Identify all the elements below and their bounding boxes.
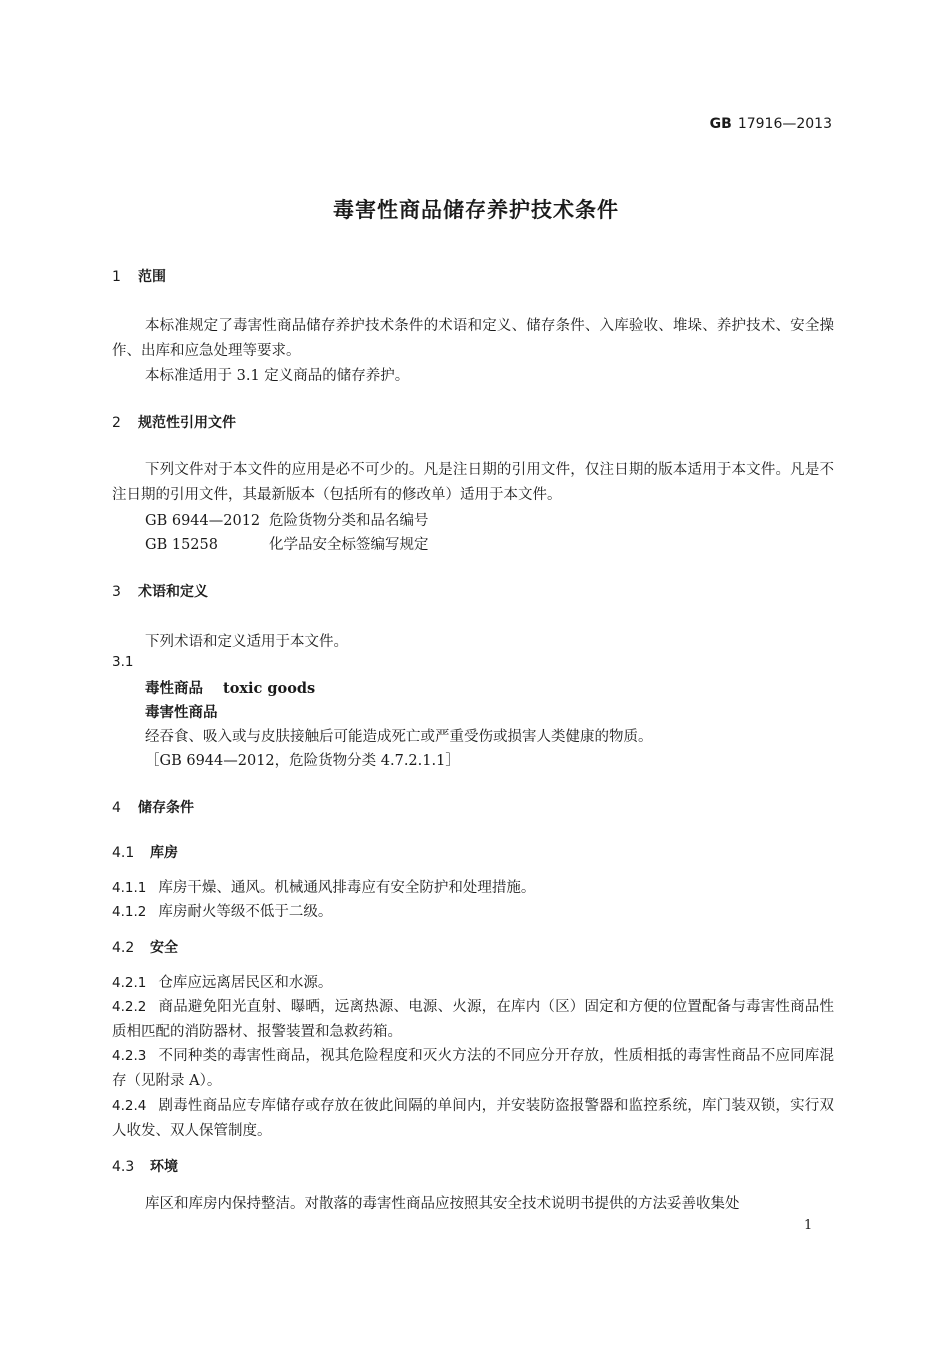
clause-number: 4.1.1: [112, 880, 147, 896]
term-source: ［GB 6944—2012，危险货物分类 4.7.2.1.1］: [145, 753, 460, 769]
subsection-number: 4.3: [112, 1159, 135, 1175]
clause-4-1-1: [112, 876, 834, 901]
subsection-number: 4.2: [112, 940, 135, 956]
reference-item: [145, 533, 429, 554]
section-1-paragraph-2: 本标准适用于 3.1 定义商品的储存养护。: [145, 368, 410, 384]
clause-text: 商品避免阳光直射、曝晒，远离热源、电源、火源，在库内（区）固定和方便的位置配备与毒害性商品性质相匹配的消防器材、报警装置和急救药箱。: [112, 999, 834, 1040]
section-number: 3: [112, 584, 121, 600]
standard-number: [710, 116, 832, 132]
reference-title: 危险货物分类和品名编号: [269, 513, 429, 529]
clause-4-2-1: [112, 971, 834, 996]
clause-text: 库房干燥、通风。机械通风排毒应有安全防护和处理措施。: [158, 880, 536, 896]
clause-4-1-2: [112, 900, 834, 925]
section-1-paragraph-1: 本标准规定了毒害性商品储存养护技术条件的术语和定义、储存条件、入库验收、堆垛、养护技术、安全操作、出库和应急处理等要求。: [112, 318, 834, 359]
section-2-paragraph-1: 下列文件对于本文件的应用是必不可少的。凡是注日期的引用文件，仅注日期的版本适用于本文件。凡是不注日期的引用文件，其最新版本（包括所有的修改单）适用于本文件。: [112, 462, 834, 503]
section-title: 规范性引用文件: [138, 415, 236, 431]
document-title: 毒害性商品储存养护技术条件: [333, 198, 619, 222]
term-definition: 经吞食、吸入或与皮肤接触后可能造成死亡或严重受伤或损害人类健康的物质。: [145, 729, 653, 745]
clause-number: 4.2.3: [112, 1048, 147, 1064]
term-number: 3.1: [112, 654, 134, 670]
clause-text: 不同种类的毒害性商品，视其危险程度和灭火方法的不同应分开存放，性质相抵的毒害性商品不应同库混存（见附录 A）。: [112, 1048, 834, 1089]
std-number: 17916—2013: [737, 116, 832, 132]
subsection-title: 库房: [150, 845, 178, 861]
section-3-paragraph-1: 下列术语和定义适用于本文件。: [145, 634, 348, 650]
subsection-4-3-heading: [112, 1156, 178, 1176]
section-4-heading: [112, 797, 194, 817]
subsection-title: 安全: [150, 940, 178, 956]
reference-code: GB 6944—2012: [145, 513, 261, 529]
section-title: 范围: [138, 269, 166, 285]
term-name: [145, 677, 315, 698]
subsection-4-1-heading: [112, 842, 178, 862]
term-synonym: 毒害性商品: [145, 704, 218, 721]
clause-number: 4.2.4: [112, 1098, 147, 1114]
section-number: 2: [112, 415, 121, 431]
clause-number: 4.2.1: [112, 975, 147, 991]
section-title: 术语和定义: [138, 584, 208, 600]
term-chinese: 毒性商品: [145, 680, 203, 697]
section-2-heading: [112, 412, 236, 432]
section-1-heading: [112, 266, 166, 286]
section-number: 1: [112, 269, 121, 285]
clause-4-2-3: [112, 1044, 834, 1094]
clause-number: 4.2.2: [112, 999, 147, 1015]
clause-4-2-4: [112, 1094, 834, 1144]
reference-code: GB 15258: [145, 537, 218, 553]
reference-title: 化学品安全标签编写规定: [269, 537, 429, 553]
subsection-4-3-paragraph: 库区和库房内保持整洁。对散落的毒害性商品应按照其安全技术说明书提供的方法妥善收集处: [145, 1196, 740, 1212]
section-number: 4: [112, 800, 121, 816]
clause-text: 仓库应远离居民区和水源。: [158, 975, 333, 991]
clause-text: 剧毒性商品应专库储存或存放在彼此间隔的单间内，并安装防盗报警器和监控系统，库门装双锁，实行双人收发、双人保管制度。: [112, 1098, 834, 1139]
subsection-number: 4.1: [112, 845, 135, 861]
std-prefix: GB: [709, 116, 732, 132]
subsection-title: 环境: [150, 1159, 178, 1175]
clause-number: 4.1.2: [112, 904, 147, 920]
subsection-4-2-heading: [112, 937, 178, 957]
section-3-heading: [112, 581, 208, 601]
page-number: 1: [804, 1218, 813, 1233]
reference-item: [145, 509, 429, 530]
section-title: 储存条件: [138, 800, 194, 816]
clause-4-2-2: [112, 995, 834, 1045]
clause-text: 库房耐火等级不低于二级。: [158, 904, 333, 920]
term-english: toxic goods: [223, 680, 316, 697]
